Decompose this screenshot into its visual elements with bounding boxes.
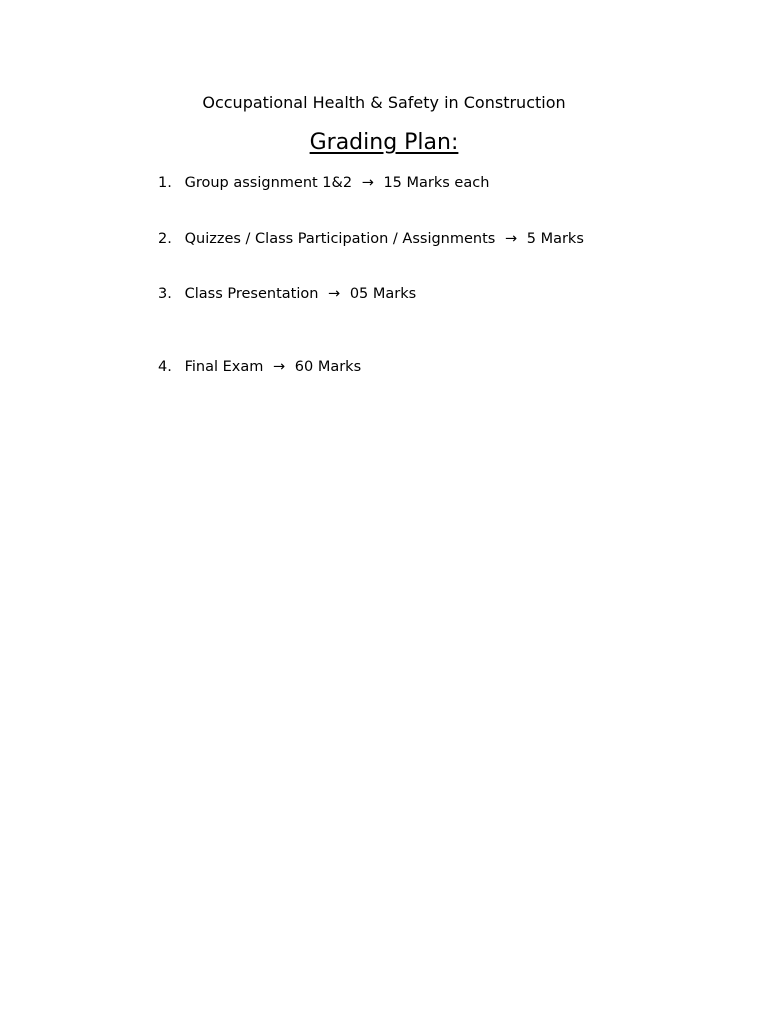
item-value: 05 Marks (349, 286, 417, 302)
right-arrow-icon: → (273, 359, 286, 375)
item-number: 4. (158, 359, 172, 375)
grading-item-group-assignment (158, 173, 489, 193)
item-number: 2. (158, 231, 172, 247)
grading-item-quizzes (158, 229, 584, 249)
item-number: 1. (158, 175, 172, 191)
grading-item-class-presentation (158, 284, 416, 304)
document-title: Occupational Health & Safety in Construction (202, 93, 566, 112)
item-label: Quizzes / Class Participation / Assignments (184, 231, 496, 247)
right-arrow-icon: → (504, 231, 518, 247)
grading-item-final-exam (158, 357, 361, 377)
right-arrow-icon: → (361, 175, 374, 191)
item-label: Class Presentation (184, 286, 319, 302)
grading-plan-heading: Grading Plan: (309, 130, 459, 155)
right-arrow-icon: → (328, 286, 341, 302)
item-number: 3. (158, 286, 172, 302)
item-value: 5 Marks (526, 231, 584, 247)
item-label: Group assignment 1&2 (184, 175, 353, 191)
item-label: Final Exam (184, 359, 264, 375)
item-value: 60 Marks (294, 359, 362, 375)
item-value: 15 Marks each (383, 175, 490, 191)
